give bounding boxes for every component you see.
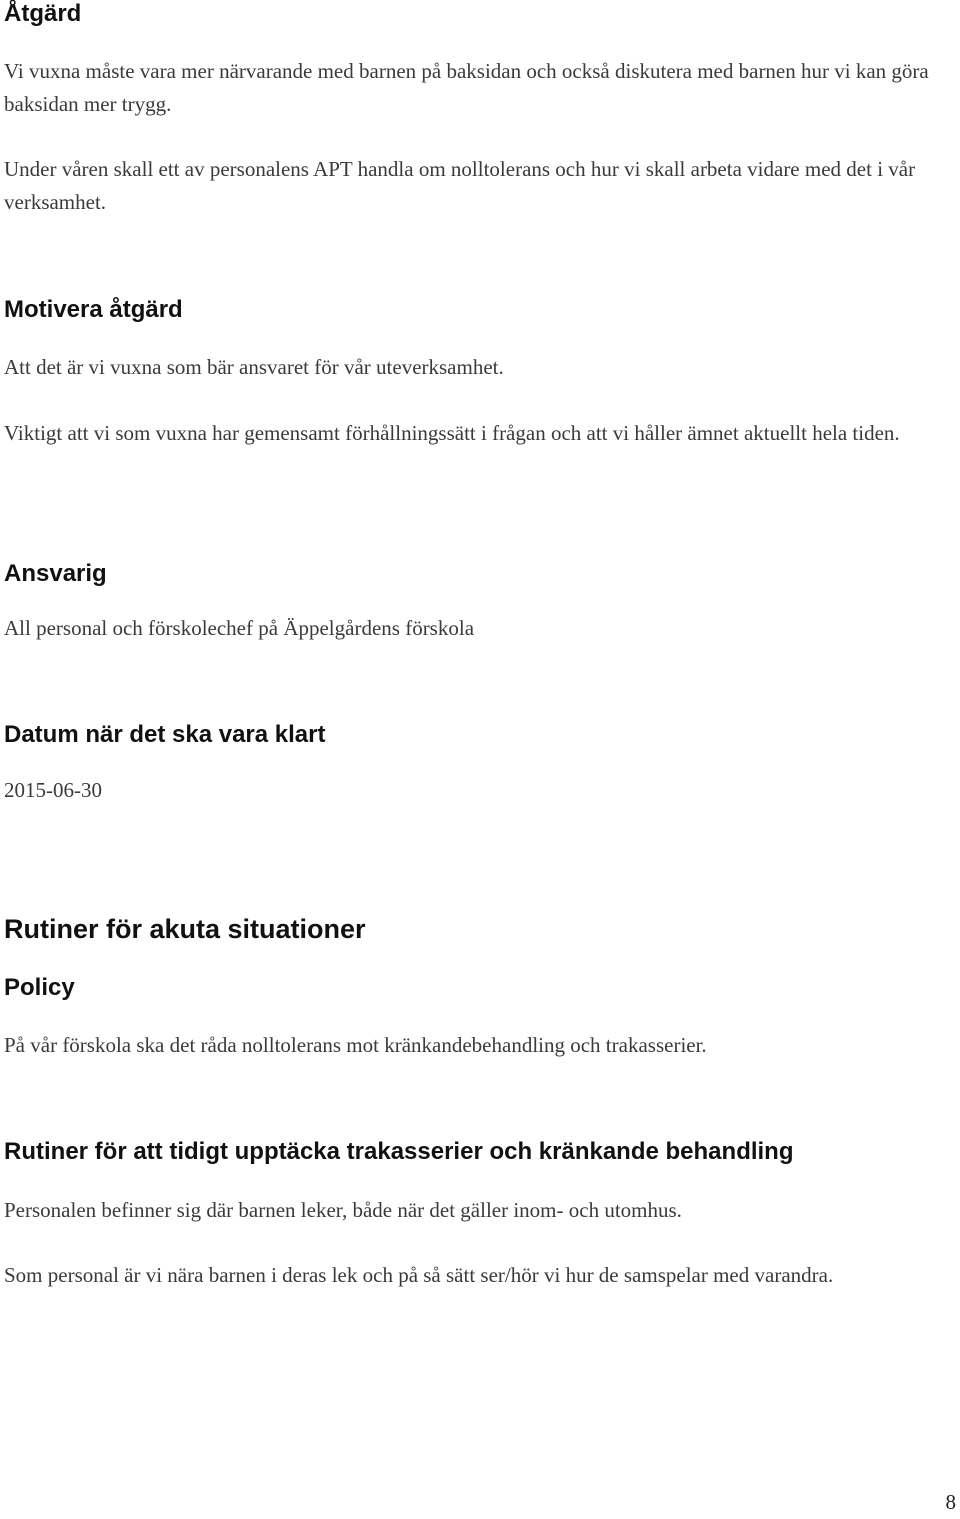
atgard-paragraph-2: Under våren skall ett av personalens APT handla om nolltolerans och hur vi skall arbeta vidare med det i vår verksamhet. [4,157,916,214]
heading-rutiner-tidigt: Rutiner för att tidigt upptäcka trakasserier och kränkande behandling [4,1138,794,1165]
heading-ansvarig: Ansvarig [4,560,107,587]
page-number: 8 [945,1490,956,1514]
policy-paragraph: På vår förskola ska det råda nolltolerans mot kränkandebehandling och trakasserier. [4,1033,707,1057]
motivera-paragraph-1: Att det är vi vuxna som bär ansvaret för vår uteverksamhet. [4,355,504,379]
heading-rutiner-akuta: Rutiner för akuta situationer [4,914,366,944]
heading-policy: Policy [4,974,75,1001]
rutiner-tidigt-paragraph-2: Som personal är vi nära barnen i deras lek och på så sätt ser/hör vi hur de samspelar med varandra. [4,1263,834,1287]
heading-motivera-atgard: Motivera åtgärd [4,296,183,323]
motivera-paragraph-2: Viktigt att vi som vuxna har gemensamt förhållningssätt i frågan och att vi håller ämnet aktuellt hela tiden. [4,421,900,445]
heading-atgard: Åtgärd [4,0,82,27]
ansvarig-paragraph: All personal och förskolechef på Äppelgårdens förskola [4,616,475,640]
atgard-paragraph-1: Vi vuxna måste vara mer närvarande med barnen på baksidan och också diskutera med barnen hur vi kan göra baksidan mer trygg. [4,59,929,116]
heading-datum: Datum när det ska vara klart [4,721,326,748]
rutiner-tidigt-paragraph-1: Personalen befinner sig där barnen leker, både när det gäller inom- och utomhus. [4,1198,682,1222]
datum-value: 2015-06-30 [4,778,102,802]
